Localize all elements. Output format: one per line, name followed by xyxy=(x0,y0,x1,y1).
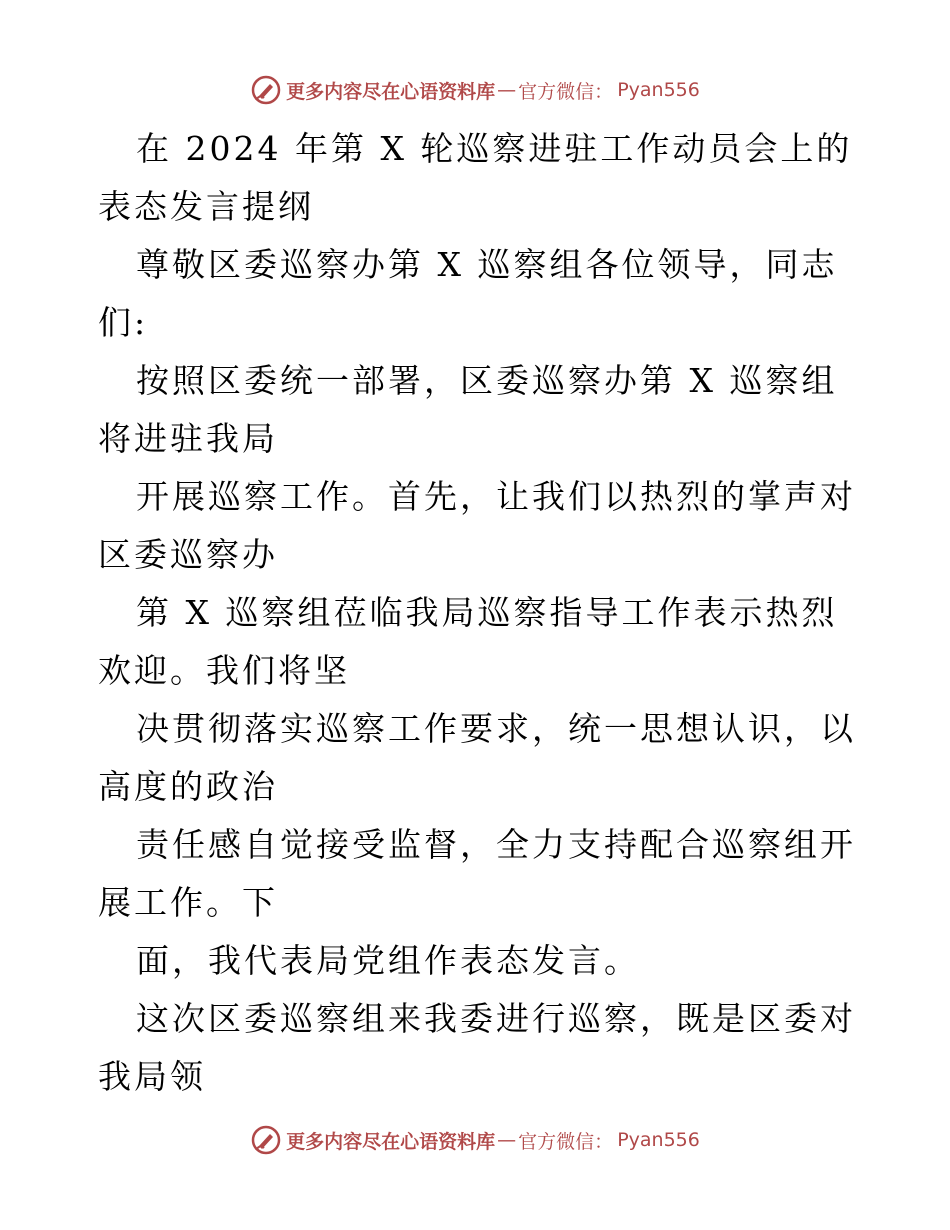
footer-separator: — xyxy=(497,1129,517,1151)
body-paragraph: 决贯彻落实巡察工作要求，统一思想认识，以高度的政治 xyxy=(98,709,856,806)
body-paragraph: 第 X 巡察组莅临我局巡察指导工作表示热烈欢迎。我们将坚 xyxy=(98,593,838,690)
body-paragraph: 开展巡察工作。首先，让我们以热烈的掌声对区委巡察办 xyxy=(98,477,856,574)
header-watermark xyxy=(0,70,950,110)
footer-watermark xyxy=(0,1120,950,1160)
header-separator: — xyxy=(497,79,517,101)
writing-pen-logo-icon xyxy=(250,1124,282,1156)
footer-brand-text: 更多内容尽在心语资料库 xyxy=(286,1130,496,1153)
footer-account-id: Pyan556 xyxy=(617,1129,700,1151)
document-body xyxy=(98,120,858,1106)
header-official-label: 官方微信： xyxy=(518,80,614,103)
header-account-id: Pyan556 xyxy=(617,79,700,101)
body-paragraph: 面，我代表局党组作表态发言。 xyxy=(136,941,640,980)
body-paragraph: 这次区委巡察组来我委进行巡察，既是区委对我局领 xyxy=(98,999,856,1096)
body-paragraph: 责任感自觉接受监督，全力支持配合巡察组开展工作。下 xyxy=(98,825,856,922)
header-brand-text: 更多内容尽在心语资料库 xyxy=(286,80,496,103)
body-paragraph: 按照区委统一部署，区委巡察办第 X 巡察组将进驻我局 xyxy=(98,361,838,458)
salutation: 尊敬区委巡察办第 X 巡察组各位领导，同志们: xyxy=(98,245,838,342)
writing-pen-logo-icon xyxy=(250,74,282,106)
document-title: 在 2024 年第 X 轮巡察进驻工作动员会上的表态发言提纲 xyxy=(98,129,853,226)
footer-official-label: 官方微信： xyxy=(518,1130,614,1153)
